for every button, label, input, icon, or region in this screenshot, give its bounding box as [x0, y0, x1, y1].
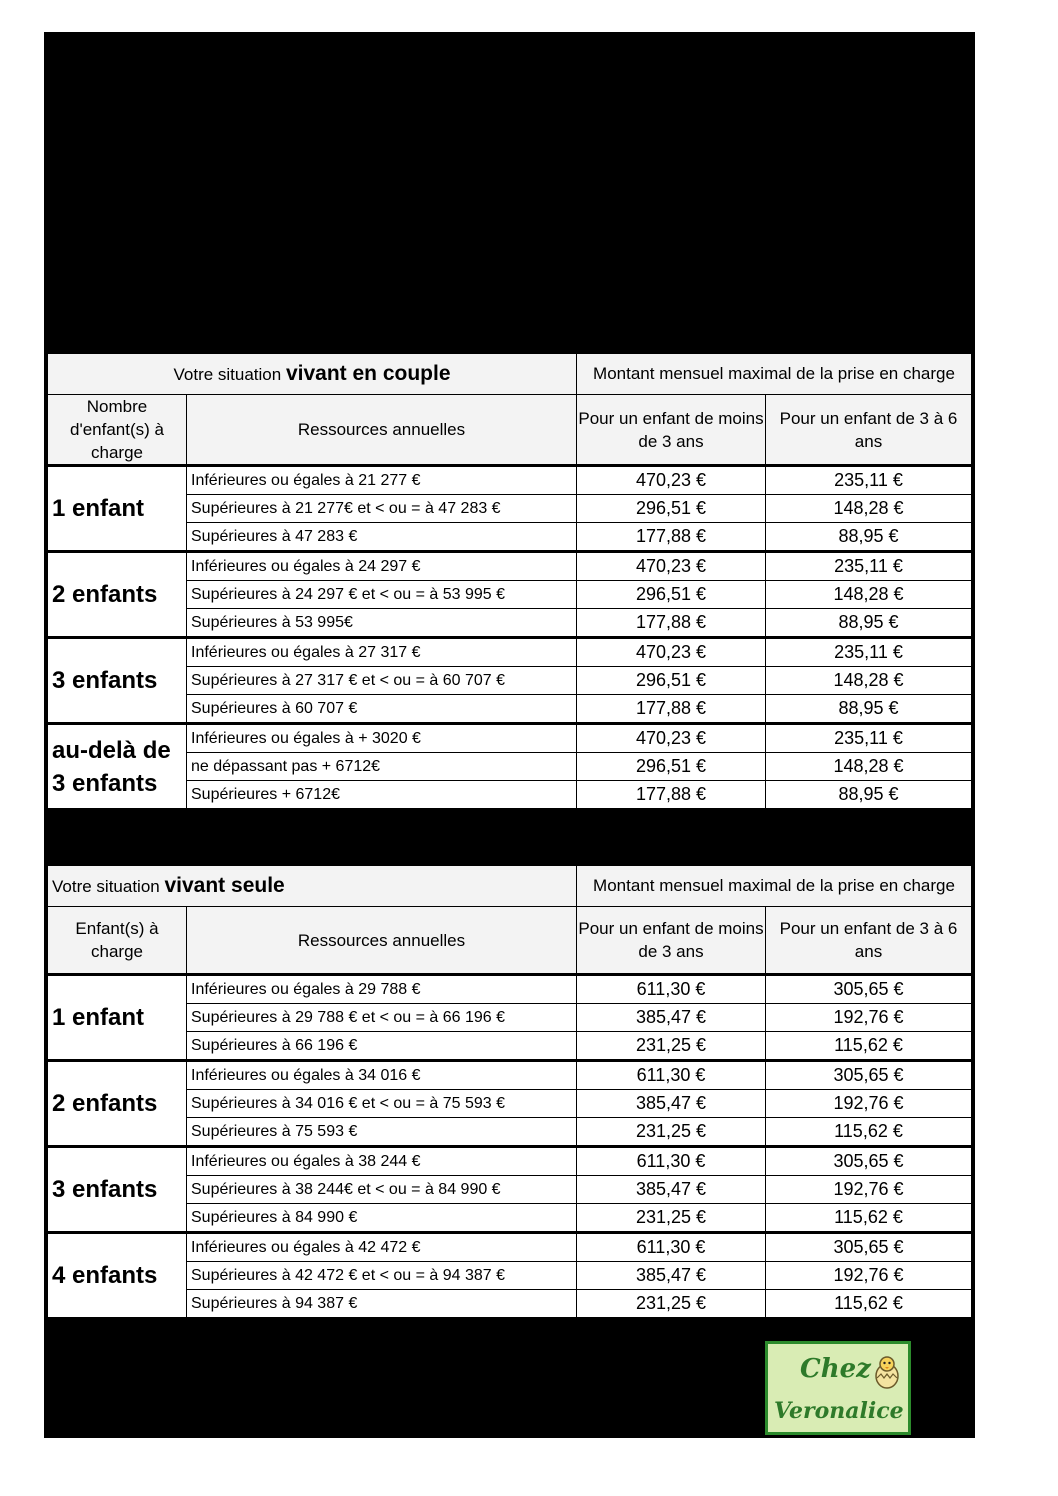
- amount-3-to-6-cell: 148,28 €: [766, 581, 972, 609]
- resources-cell: Supérieures à 47 283 €: [187, 523, 577, 552]
- chez-veronalice-logo: [765, 1341, 911, 1435]
- amount-under-3-cell: 611,30 €: [577, 975, 766, 1004]
- situation-prefix: Votre situation: [173, 365, 282, 384]
- resources-cell: Supérieures à 66 196 €: [187, 1032, 577, 1061]
- logo-line-1: Chez: [800, 1354, 871, 1384]
- amount-3-to-6-cell: 305,65 €: [766, 1233, 972, 1262]
- children-column-header: Enfant(s) à charge: [48, 907, 187, 975]
- resources-column-header: Ressources annuelles: [187, 907, 577, 975]
- age-3-6-column-header: Pour un enfant de 3 à 6 ans: [766, 395, 972, 466]
- amount-under-3-cell: 177,88 €: [577, 609, 766, 638]
- table-row: [48, 1204, 972, 1233]
- amount-3-to-6-cell: 192,76 €: [766, 1262, 972, 1290]
- amount-under-3-cell: 231,25 €: [577, 1118, 766, 1147]
- resources-cell: Supérieures à 53 995€: [187, 609, 577, 638]
- amount-3-to-6-cell: 115,62 €: [766, 1204, 972, 1233]
- amount-3-to-6-cell: 148,28 €: [766, 753, 972, 781]
- couple-income-table: [47, 353, 972, 809]
- resources-cell: Supérieures à 75 593 €: [187, 1118, 577, 1147]
- table-row: [48, 1290, 972, 1318]
- under-3-column-header: Pour un enfant de moins de 3 ans: [577, 395, 766, 466]
- amount-under-3-cell: 177,88 €: [577, 781, 766, 809]
- amount-under-3-cell: 470,23 €: [577, 724, 766, 753]
- table-row: [48, 1147, 972, 1176]
- resources-cell: Supérieures à 34 016 € et < ou = à 75 593 €: [187, 1090, 577, 1118]
- chick-icon: [872, 1354, 902, 1390]
- amount-under-3-cell: 296,51 €: [577, 667, 766, 695]
- table-row: [48, 1176, 972, 1204]
- amount-3-to-6-cell: 305,65 €: [766, 1147, 972, 1176]
- table-row: [48, 1118, 972, 1147]
- resources-cell: Supérieures à 21 277€ et < ou = à 47 283 €: [187, 495, 577, 523]
- children-count-label: 1 enfant: [48, 975, 187, 1061]
- children-count-label: 2 enfants: [48, 1061, 187, 1147]
- amount-under-3-cell: 470,23 €: [577, 552, 766, 581]
- amount-header: Montant mensuel maximal de la prise en charge: [577, 866, 972, 907]
- table-row: [48, 1262, 972, 1290]
- amount-3-to-6-cell: 305,65 €: [766, 1061, 972, 1090]
- amount-under-3-cell: 385,47 €: [577, 1176, 766, 1204]
- resources-cell: Inférieures ou égales à 27 317 €: [187, 638, 577, 667]
- table-row: [48, 1061, 972, 1090]
- resources-cell: Inférieures ou égales à 38 244 €: [187, 1147, 577, 1176]
- amount-3-to-6-cell: 235,11 €: [766, 638, 972, 667]
- resources-cell: Inférieures ou égales à 29 788 €: [187, 975, 577, 1004]
- amount-header: Montant mensuel maximal de la prise en charge: [577, 354, 972, 395]
- logo-line-2: Veronalice: [774, 1398, 904, 1424]
- table-row: [48, 1090, 972, 1118]
- amount-3-to-6-cell: 235,11 €: [766, 724, 972, 753]
- table-row: [48, 466, 972, 495]
- amount-under-3-cell: 611,30 €: [577, 1233, 766, 1262]
- amount-under-3-cell: 177,88 €: [577, 695, 766, 724]
- resources-cell: Supérieures à 38 244€ et < ou = à 84 990 €: [187, 1176, 577, 1204]
- table-row: [48, 495, 972, 523]
- under-3-column-header: Pour un enfant de moins de 3 ans: [577, 907, 766, 975]
- amount-under-3-cell: 296,51 €: [577, 581, 766, 609]
- resources-cell: Inférieures ou égales à + 3020 €: [187, 724, 577, 753]
- amount-3-to-6-cell: 88,95 €: [766, 523, 972, 552]
- table-row: [48, 724, 972, 753]
- table-row: [48, 781, 972, 809]
- amount-3-to-6-cell: 88,95 €: [766, 609, 972, 638]
- situation-title: [48, 866, 577, 907]
- amount-3-to-6-cell: 88,95 €: [766, 695, 972, 724]
- amount-3-to-6-cell: 192,76 €: [766, 1004, 972, 1032]
- situation-title: [48, 354, 577, 395]
- amount-under-3-cell: 296,51 €: [577, 753, 766, 781]
- amount-3-to-6-cell: 192,76 €: [766, 1090, 972, 1118]
- table-row: [48, 1004, 972, 1032]
- resources-cell: Supérieures à 42 472 € et < ou = à 94 387 €: [187, 1262, 577, 1290]
- amount-under-3-cell: 231,25 €: [577, 1204, 766, 1233]
- amount-under-3-cell: 231,25 €: [577, 1290, 766, 1318]
- table-row: [48, 1032, 972, 1061]
- amount-3-to-6-cell: 115,62 €: [766, 1290, 972, 1318]
- amount-3-to-6-cell: 235,11 €: [766, 466, 972, 495]
- resources-cell: Inférieures ou égales à 24 297 €: [187, 552, 577, 581]
- resources-cell: ne dépassant pas + 6712€: [187, 753, 577, 781]
- table-row: [48, 581, 972, 609]
- situation-prefix: Votre situation: [52, 877, 160, 896]
- resources-column-header: Ressources annuelles: [187, 395, 577, 466]
- resources-cell: Supérieures à 27 317 € et < ou = à 60 707 €: [187, 667, 577, 695]
- children-count-label: au-delà de 3 enfants: [48, 724, 187, 809]
- resources-cell: Inférieures ou égales à 34 016 €: [187, 1061, 577, 1090]
- amount-3-to-6-cell: 192,76 €: [766, 1176, 972, 1204]
- table-row: [48, 975, 972, 1004]
- resources-cell: Inférieures ou égales à 21 277 €: [187, 466, 577, 495]
- age-3-6-column-header: Pour un enfant de 3 à 6 ans: [766, 907, 972, 975]
- amount-under-3-cell: 231,25 €: [577, 1032, 766, 1061]
- amount-under-3-cell: 385,47 €: [577, 1262, 766, 1290]
- table-row: [48, 552, 972, 581]
- amount-under-3-cell: 611,30 €: [577, 1147, 766, 1176]
- amount-3-to-6-cell: 235,11 €: [766, 552, 972, 581]
- amount-under-3-cell: 611,30 €: [577, 1061, 766, 1090]
- amount-3-to-6-cell: 115,62 €: [766, 1032, 972, 1061]
- single-income-table: [47, 865, 972, 1318]
- amount-3-to-6-cell: 115,62 €: [766, 1118, 972, 1147]
- amount-3-to-6-cell: 148,28 €: [766, 495, 972, 523]
- children-count-label: 1 enfant: [48, 466, 187, 552]
- children-count-label: 4 enfants: [48, 1233, 187, 1318]
- amount-under-3-cell: 470,23 €: [577, 638, 766, 667]
- resources-cell: Supérieures à 84 990 €: [187, 1204, 577, 1233]
- table-row: [48, 753, 972, 781]
- children-column-header: Nombre d'enfant(s) à charge: [48, 395, 187, 466]
- table-row: [48, 1233, 972, 1262]
- resources-cell: Supérieures + 6712€: [187, 781, 577, 809]
- amount-3-to-6-cell: 88,95 €: [766, 781, 972, 809]
- resources-cell: Supérieures à 60 707 €: [187, 695, 577, 724]
- resources-cell: Supérieures à 24 297 € et < ou = à 53 995 €: [187, 581, 577, 609]
- children-count-label: 3 enfants: [48, 638, 187, 724]
- children-count-label: 2 enfants: [48, 552, 187, 638]
- amount-3-to-6-cell: 305,65 €: [766, 975, 972, 1004]
- amount-3-to-6-cell: 148,28 €: [766, 667, 972, 695]
- resources-cell: Inférieures ou égales à 42 472 €: [187, 1233, 577, 1262]
- children-count-label: 3 enfants: [48, 1147, 187, 1233]
- table-row: [48, 523, 972, 552]
- amount-under-3-cell: 177,88 €: [577, 523, 766, 552]
- amount-under-3-cell: 385,47 €: [577, 1090, 766, 1118]
- resources-cell: Supérieures à 29 788 € et < ou = à 66 196 €: [187, 1004, 577, 1032]
- amount-under-3-cell: 385,47 €: [577, 1004, 766, 1032]
- situation-type: vivant en couple: [285, 362, 451, 385]
- amount-under-3-cell: 470,23 €: [577, 466, 766, 495]
- table-row: [48, 695, 972, 724]
- table-row: [48, 609, 972, 638]
- resources-cell: Supérieures à 94 387 €: [187, 1290, 577, 1318]
- amount-under-3-cell: 296,51 €: [577, 495, 766, 523]
- situation-type: vivant seule: [164, 874, 285, 897]
- table-row: [48, 667, 972, 695]
- table-row: [48, 638, 972, 667]
